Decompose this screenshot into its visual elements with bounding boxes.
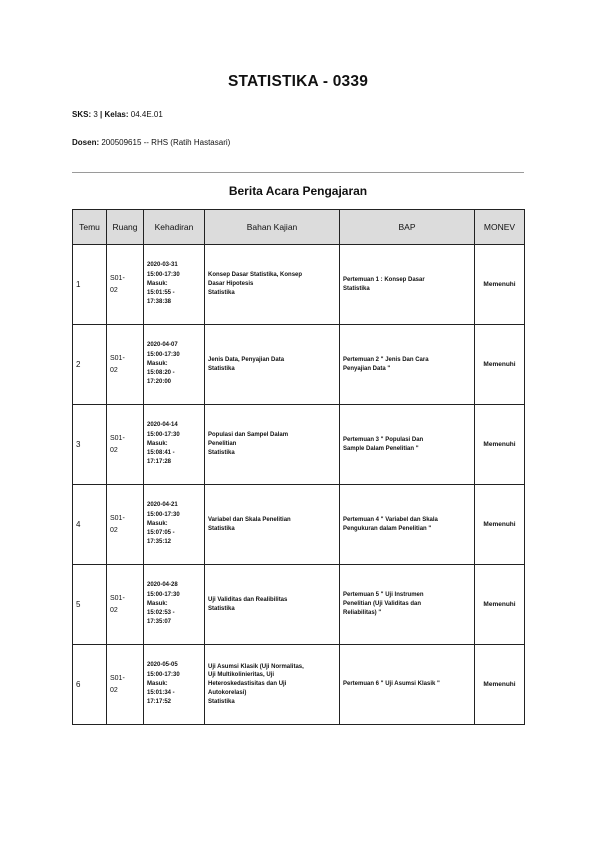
cell-ruang-line: S01- bbox=[110, 435, 125, 443]
table-header-row bbox=[73, 210, 525, 245]
cell-kehadiran-line: 2020-04-14 bbox=[147, 422, 178, 429]
divider bbox=[72, 172, 524, 173]
table-row bbox=[73, 645, 525, 725]
cell-kehadiran bbox=[144, 325, 205, 405]
cell-kehadiran-line: 15:00-17:30 bbox=[147, 591, 180, 598]
cell-kehadiran-line: 2020-04-28 bbox=[147, 582, 178, 589]
cell-bap bbox=[340, 565, 475, 645]
cell-kehadiran-line: 17:35:12 bbox=[147, 539, 172, 546]
table-row bbox=[73, 245, 525, 325]
cell-bahan-kajian-line: Populasi dan Sampel Dalam bbox=[208, 432, 289, 439]
cell-kehadiran-line: 15:02:53 - bbox=[147, 610, 175, 617]
cell-kehadiran-line: Masuk: bbox=[147, 440, 168, 447]
separator: | bbox=[100, 110, 103, 119]
class-info bbox=[72, 110, 163, 119]
cell-kehadiran-line: 15:01:55 - bbox=[147, 290, 175, 297]
table-row bbox=[73, 565, 525, 645]
table-row bbox=[73, 325, 525, 405]
cell-kehadiran-line: Masuk: bbox=[147, 520, 168, 527]
cell-bahan-kajian-line: Statistika bbox=[208, 525, 235, 532]
course-title: STATISTIKA - 0339 bbox=[227, 73, 369, 90]
bap-table bbox=[72, 209, 525, 725]
cell-monev: Memenuhi bbox=[475, 485, 525, 565]
col-header-bap: BAP bbox=[340, 210, 475, 245]
cell-monev: Memenuhi bbox=[475, 405, 525, 485]
cell-kehadiran-line: 15:00-17:30 bbox=[147, 271, 180, 278]
cell-ruang-line: S01- bbox=[110, 515, 125, 523]
sks-label: SKS: bbox=[72, 110, 92, 119]
cell-kehadiran-line: 2020-04-21 bbox=[147, 502, 178, 509]
cell-kehadiran-line: 17:17:28 bbox=[147, 459, 172, 466]
cell-monev: Memenuhi bbox=[475, 245, 525, 325]
cell-ruang-line: S01- bbox=[110, 595, 125, 603]
cell-ruang bbox=[107, 325, 144, 405]
cell-bap-line: Statistika bbox=[343, 285, 370, 292]
cell-bahan-kajian-line: Statistika bbox=[208, 365, 235, 372]
cell-ruang bbox=[107, 565, 144, 645]
cell-ruang-line: 02 bbox=[110, 686, 118, 694]
cell-bahan-kajian bbox=[205, 405, 340, 485]
cell-kehadiran-line: 2020-04-07 bbox=[147, 342, 178, 349]
col-header-temu: Temu bbox=[73, 210, 107, 245]
cell-bap bbox=[340, 485, 475, 565]
kelas-label: Kelas: bbox=[104, 110, 129, 119]
cell-kehadiran-line: 15:00-17:30 bbox=[147, 671, 180, 678]
cell-bap-line: Sample Dalam Penelitian " bbox=[343, 445, 419, 452]
cell-monev: Memenuhi bbox=[475, 645, 525, 725]
cell-kehadiran-line: 2020-05-05 bbox=[147, 662, 178, 669]
cell-bahan-kajian-line: Konsep Dasar Statistika, Konsep bbox=[208, 272, 303, 279]
cell-ruang-line: 02 bbox=[110, 286, 118, 294]
cell-bap-line: Pertemuan 4 " Variabel dan Skala bbox=[343, 516, 438, 523]
cell-bap-line: Pertemuan 3 " Populasi Dan bbox=[343, 436, 424, 443]
cell-kehadiran-line: Masuk: bbox=[147, 360, 168, 367]
cell-kehadiran-line: 15:07:05 - bbox=[147, 530, 175, 537]
cell-bap-line: Penyajian Data " bbox=[343, 365, 391, 372]
cell-kehadiran-line: 15:00-17:30 bbox=[147, 511, 180, 518]
col-header-bahan-kajian: Bahan Kajian bbox=[205, 210, 340, 245]
cell-kehadiran-line: 15:08:20 - bbox=[147, 370, 175, 377]
table-row bbox=[73, 485, 525, 565]
cell-bap bbox=[340, 325, 475, 405]
col-header-ruang: Ruang bbox=[107, 210, 144, 245]
cell-bap-line: Pertemuan 1 : Konsep Dasar bbox=[343, 276, 425, 283]
cell-bahan-kajian-line: Heteroskedastisitas dan Uji bbox=[208, 681, 287, 688]
cell-bahan-kajian-line: Uji Validitas dan Realibilitas bbox=[208, 596, 288, 603]
cell-bahan-kajian-line: Uji Asumsi Klasik (Uji Normalitas, bbox=[208, 663, 304, 670]
section-title: Berita Acara Pengajaran bbox=[228, 184, 368, 198]
cell-temu: 2 bbox=[73, 325, 107, 405]
cell-bahan-kajian-line: Dasar Hipotesis bbox=[208, 281, 254, 288]
cell-kehadiran-line: 17:17:52 bbox=[147, 699, 172, 706]
dosen-value: 200509615 -- RHS (Ratih Hastasari) bbox=[101, 138, 231, 147]
cell-temu: 1 bbox=[73, 245, 107, 325]
cell-temu: 5 bbox=[73, 565, 107, 645]
dosen-label: Dosen: bbox=[72, 138, 100, 147]
cell-bahan-kajian-line: Statistika bbox=[208, 605, 235, 612]
cell-bap-line: Reliabilitas) " bbox=[343, 609, 382, 616]
cell-kehadiran bbox=[144, 405, 205, 485]
cell-bahan-kajian bbox=[205, 325, 340, 405]
cell-bap-line: Pertemuan 5 " Uji Instrumen bbox=[343, 592, 424, 599]
cell-ruang-line: S01- bbox=[110, 355, 125, 363]
cell-kehadiran-line: 17:38:38 bbox=[147, 299, 172, 306]
cell-ruang-line: 02 bbox=[110, 606, 118, 614]
lecturer-info bbox=[72, 138, 230, 147]
cell-bahan-kajian bbox=[205, 645, 340, 725]
cell-kehadiran-line: 15:00-17:30 bbox=[147, 431, 180, 438]
col-header-monev: MONEV bbox=[475, 210, 525, 245]
cell-bap-line: Pertemuan 6 " Uji Asumsi Klasik " bbox=[343, 681, 440, 688]
cell-ruang-line: S01- bbox=[110, 675, 125, 683]
cell-bap-line: Pengukuran dalam Penelitian " bbox=[343, 525, 432, 532]
cell-monev: Memenuhi bbox=[475, 325, 525, 405]
cell-kehadiran-line: Masuk: bbox=[147, 600, 168, 607]
cell-kehadiran-line: 15:01:34 - bbox=[147, 690, 175, 697]
cell-bahan-kajian-line: Jenis Data, Penyajian Data bbox=[208, 356, 285, 363]
cell-bap bbox=[340, 405, 475, 485]
cell-kehadiran bbox=[144, 645, 205, 725]
cell-bahan-kajian-line: Statistika bbox=[208, 289, 235, 296]
cell-kehadiran-line: 15:08:41 - bbox=[147, 450, 175, 457]
cell-bahan-kajian bbox=[205, 565, 340, 645]
cell-kehadiran-line: Masuk: bbox=[147, 280, 168, 287]
cell-ruang bbox=[107, 645, 144, 725]
cell-bahan-kajian-line: Statistika bbox=[208, 449, 235, 456]
cell-bap-line: Penelitian (Uji Validitas dan bbox=[343, 601, 422, 608]
cell-ruang-line: S01- bbox=[110, 275, 125, 283]
cell-kehadiran-line: Masuk: bbox=[147, 680, 168, 687]
col-header-kehadiran: Kehadiran bbox=[144, 210, 205, 245]
cell-kehadiran-line: 17:20:00 bbox=[147, 379, 172, 386]
cell-kehadiran bbox=[144, 565, 205, 645]
cell-bahan-kajian-line: Penelitian bbox=[208, 441, 237, 448]
cell-bahan-kajian-line: Statistika bbox=[208, 698, 235, 705]
kelas-value: 04.4E.01 bbox=[130, 110, 163, 119]
cell-kehadiran-line: 17:35:07 bbox=[147, 619, 172, 626]
cell-ruang bbox=[107, 245, 144, 325]
cell-ruang-line: 02 bbox=[110, 366, 118, 374]
cell-ruang-line: 02 bbox=[110, 526, 118, 534]
sks-value: 3 bbox=[93, 110, 98, 119]
cell-temu: 4 bbox=[73, 485, 107, 565]
cell-kehadiran-line: 15:00-17:30 bbox=[147, 351, 180, 358]
cell-monev: Memenuhi bbox=[475, 565, 525, 645]
table-row bbox=[73, 405, 525, 485]
cell-bahan-kajian-line: Uji Multikolinieritas, Uji bbox=[208, 672, 275, 679]
cell-kehadiran-line: 2020-03-31 bbox=[147, 262, 178, 269]
cell-ruang-line: 02 bbox=[110, 446, 118, 454]
cell-ruang bbox=[107, 405, 144, 485]
cell-bap bbox=[340, 245, 475, 325]
cell-kehadiran bbox=[144, 485, 205, 565]
cell-ruang bbox=[107, 485, 144, 565]
cell-bahan-kajian bbox=[205, 245, 340, 325]
cell-bap-line: Pertemuan 2 " Jenis Dan Cara bbox=[343, 356, 429, 363]
cell-bahan-kajian bbox=[205, 485, 340, 565]
cell-bap bbox=[340, 645, 475, 725]
cell-temu: 6 bbox=[73, 645, 107, 725]
cell-bahan-kajian-line: Autokorelasi) bbox=[208, 689, 247, 696]
cell-bahan-kajian-line: Variabel dan Skala Penelitian bbox=[208, 516, 291, 523]
cell-temu: 3 bbox=[73, 405, 107, 485]
cell-kehadiran bbox=[144, 245, 205, 325]
